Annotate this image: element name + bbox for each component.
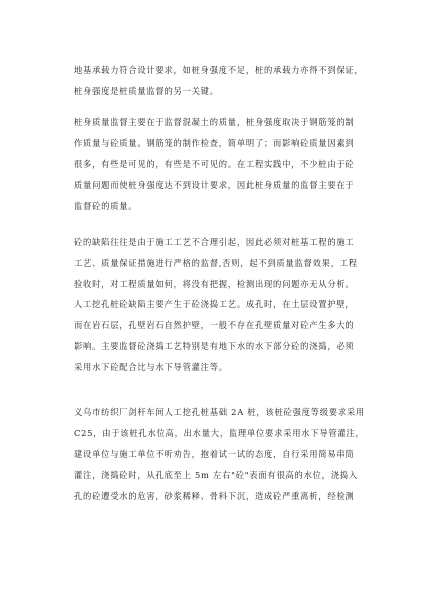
text-line: C25，由于该桩孔水位高，出水量大，监理单位要求采用水下导管灌注， bbox=[74, 428, 365, 438]
text-line: 建设单位与施工单位不听劝告，抱着试一试的态度，自行采用简易串筒 bbox=[74, 449, 355, 459]
text-line: 质量问题而使桩身强度达不到设计要求，因此桩身质量的监督主要在于 bbox=[74, 180, 355, 190]
text-line: 人工挖孔桩砼缺陷主要产生于砼浇捣工艺。成孔时，在土层设置护壁， bbox=[74, 299, 355, 309]
paragraph-3 bbox=[74, 232, 370, 295]
text-line: 而在岩石层，孔壁岩石自然护壁，一般不存在孔壁质量对砼产生多大的 bbox=[74, 320, 355, 330]
text-line: 很多，有些是可见的，有些是不可见的。在工程实践中，不少桩由于砼 bbox=[74, 159, 355, 169]
text-line: 义乌市纺织厂剑杆车间人工挖孔桩基础 2A 桩，该桩砼强度等级要求采用 bbox=[74, 407, 365, 417]
text-line: 灌注，浇捣砼时，从孔底至上 5m 左右"砼"表面有很高的水位，浇捣入 bbox=[74, 470, 358, 480]
paragraph-4 bbox=[74, 294, 370, 378]
text-line: 砼的缺陷往往是由于施工工艺不合理引起，因此必须对桩基工程的施工 bbox=[74, 237, 355, 247]
paragraph-1 bbox=[74, 60, 370, 102]
text-line: 验收时，对工程质量如何，将没有把握，检测出现的问题亦无从分析。 bbox=[74, 279, 355, 289]
paragraph-5 bbox=[74, 402, 370, 507]
text-line: 地基承载力符合设计要求，如桩身强度不足，桩的承载力亦得不到保证， bbox=[74, 65, 364, 75]
text-line: 监督砼的质量。 bbox=[74, 201, 138, 211]
text-line: 工艺、质量保证措施进行严格的监督,否则，起不到质量监督效果，工程 bbox=[74, 258, 358, 268]
text-line: 影响。主要监督砼浇捣工艺特别是有地下水的水下部分砼的浇捣，必须 bbox=[74, 341, 355, 351]
text-line: 作质量与砼质量。钢筋笼的制作检查，简单明了；而影响砼质量因素到 bbox=[74, 138, 355, 148]
text-line: 桩身质量监督主要在于监督混凝土的质量，桩身强度取决于钢筋笼的制 bbox=[74, 117, 355, 127]
text-line: 孔的砼遭受水的危害，砂浆稀释、骨料下沉，造成砼严重离析，经检测 bbox=[74, 491, 355, 501]
paragraph-2 bbox=[74, 112, 370, 217]
text-line: 采用水下砼配合比与水下导管灌注等。 bbox=[74, 362, 228, 372]
text-line: 桩身强度是桩质量监督的另一关键。 bbox=[74, 86, 219, 96]
